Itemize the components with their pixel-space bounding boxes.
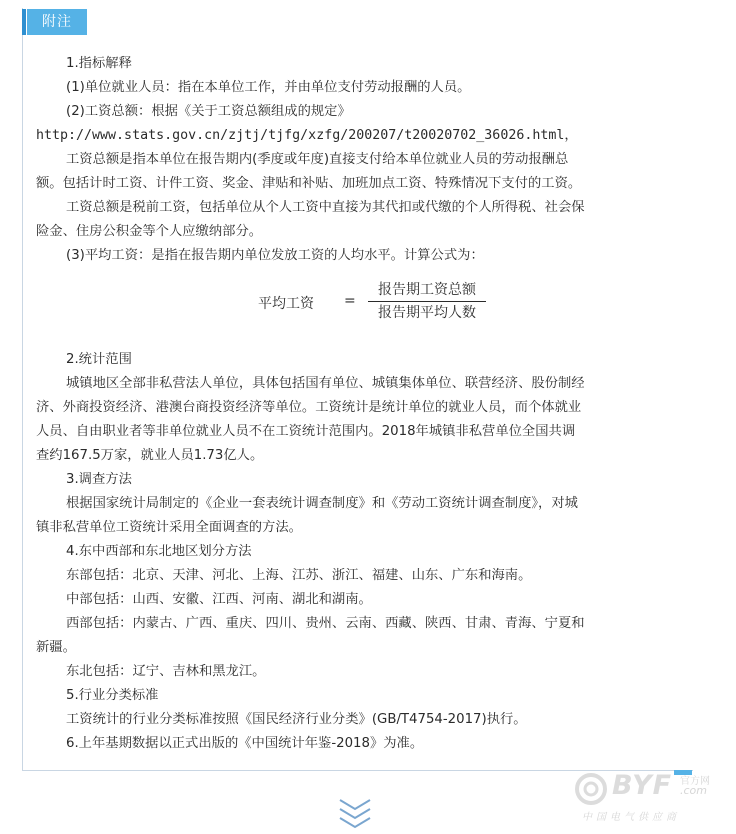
method-line-2: 镇非私营单位工资统计采用全面调查的方法。 [36,520,302,535]
pretax-paragraph-line-2: 险金、住房公积金等个人应缴纳部分。 [36,224,263,239]
formula-equals: = [344,293,356,309]
scope-line-3: 人员、自由职业者等非单位就业人员不在工资统计范围内。2018年城镇非私营单位全国共调 [36,424,576,439]
scope-line-4: 查约167.5万家，就业人员1.73亿人。 [36,448,264,463]
formula-numerator: 报告期工资总额 [378,282,476,298]
region-northeast: 东北包括：辽宁、吉林和黑龙江。 [66,664,266,679]
section-2-title: 2.统计范围 [66,352,132,367]
region-west-line-1: 西部包括：内蒙古、广西、重庆、四川、贵州、云南、西藏、陕西、甘肃、青海、宁夏和 [66,616,585,631]
scope-line-1: 城镇地区全部非私营法人单位，具体包括国有单位、城镇集体单位、联营经济、股份制经 [66,376,585,391]
scope-line-2: 济、外商投资经济、港澳台商投资经济等单位。工资统计是统计单位的就业人员，而个体就业 [36,400,582,415]
section-3-title: 3.调查方法 [66,472,132,487]
total-wages-paragraph-line-1: 工资总额是指本单位在报告期内(季度或年度)直接支付给本单位就业人员的劳动报酬总 [66,152,569,167]
watermark [574,770,734,830]
formula-denominator: 报告期平均人数 [378,305,476,321]
pretax-paragraph-line-1: 工资总额是税前工资，包括单位从个人工资中直接为其代扣或代缴的个人所得税、社会保 [66,200,585,215]
region-east: 东部包括：北京、天津、河北、上海、江苏、浙江、福建、山东、广东和海南。 [66,568,532,583]
tab-accent-bar [22,9,26,35]
watermark-sub: 官方网 [680,776,710,787]
method-line-1: 根据国家统计局制定的《企业一套表统计调查制度》和《劳动工资统计调查制度》，对城 [66,496,578,511]
section-4-title: 4.东中西部和东北地区划分方法 [66,544,252,559]
definition-unit-employees: (1)单位就业人员：指在本单位工作，并由单位支付劳动报酬的人员。 [66,80,471,95]
section-5-title: 5.行业分类标准 [66,688,159,703]
section-1-title: 1.指标解释 [66,56,132,71]
regulation-url: http://www.stats.gov.cn/zjtj/tjfg/xzfg/200207/t20020702_36026.html， [36,128,578,143]
scroll-down-chevron-icon[interactable] [336,796,374,830]
watermark-logo-icon [574,772,608,806]
region-west-line-2: 新疆。 [36,640,76,655]
watermark-domain: .com [680,784,707,797]
formula-label: 平均工资 [258,296,314,312]
watermark-brand: BYF [612,770,673,801]
definition-average-wage: (3)平均工资：是指在报告期内单位发放工资的人均水平。计算公式为： [66,248,484,263]
watermark-tagline: 中国电气供应商 [582,812,680,823]
notes-tab: 附注 [27,9,87,35]
region-central: 中部包括：山西、安徽、江西、河南、湖北和湖南。 [66,592,372,607]
definition-total-wages: (2)工资总额：根据《关于工资总额组成的规定》 [66,104,351,119]
formula-fraction-bar [368,301,486,302]
industry-standard: 工资统计的行业分类标准按照《国民经济行业分类》(GB/T4754-2017)执行。 [66,712,527,727]
section-6-base-data: 6.上年基期数据以正式出版的《中国统计年鉴-2018》为准。 [66,736,424,751]
total-wages-paragraph-line-2: 额。包括计时工资、计件工资、奖金、津贴和补贴、加班加点工资、特殊情况下支付的工资。 [36,176,582,191]
formula-fraction [368,280,486,323]
